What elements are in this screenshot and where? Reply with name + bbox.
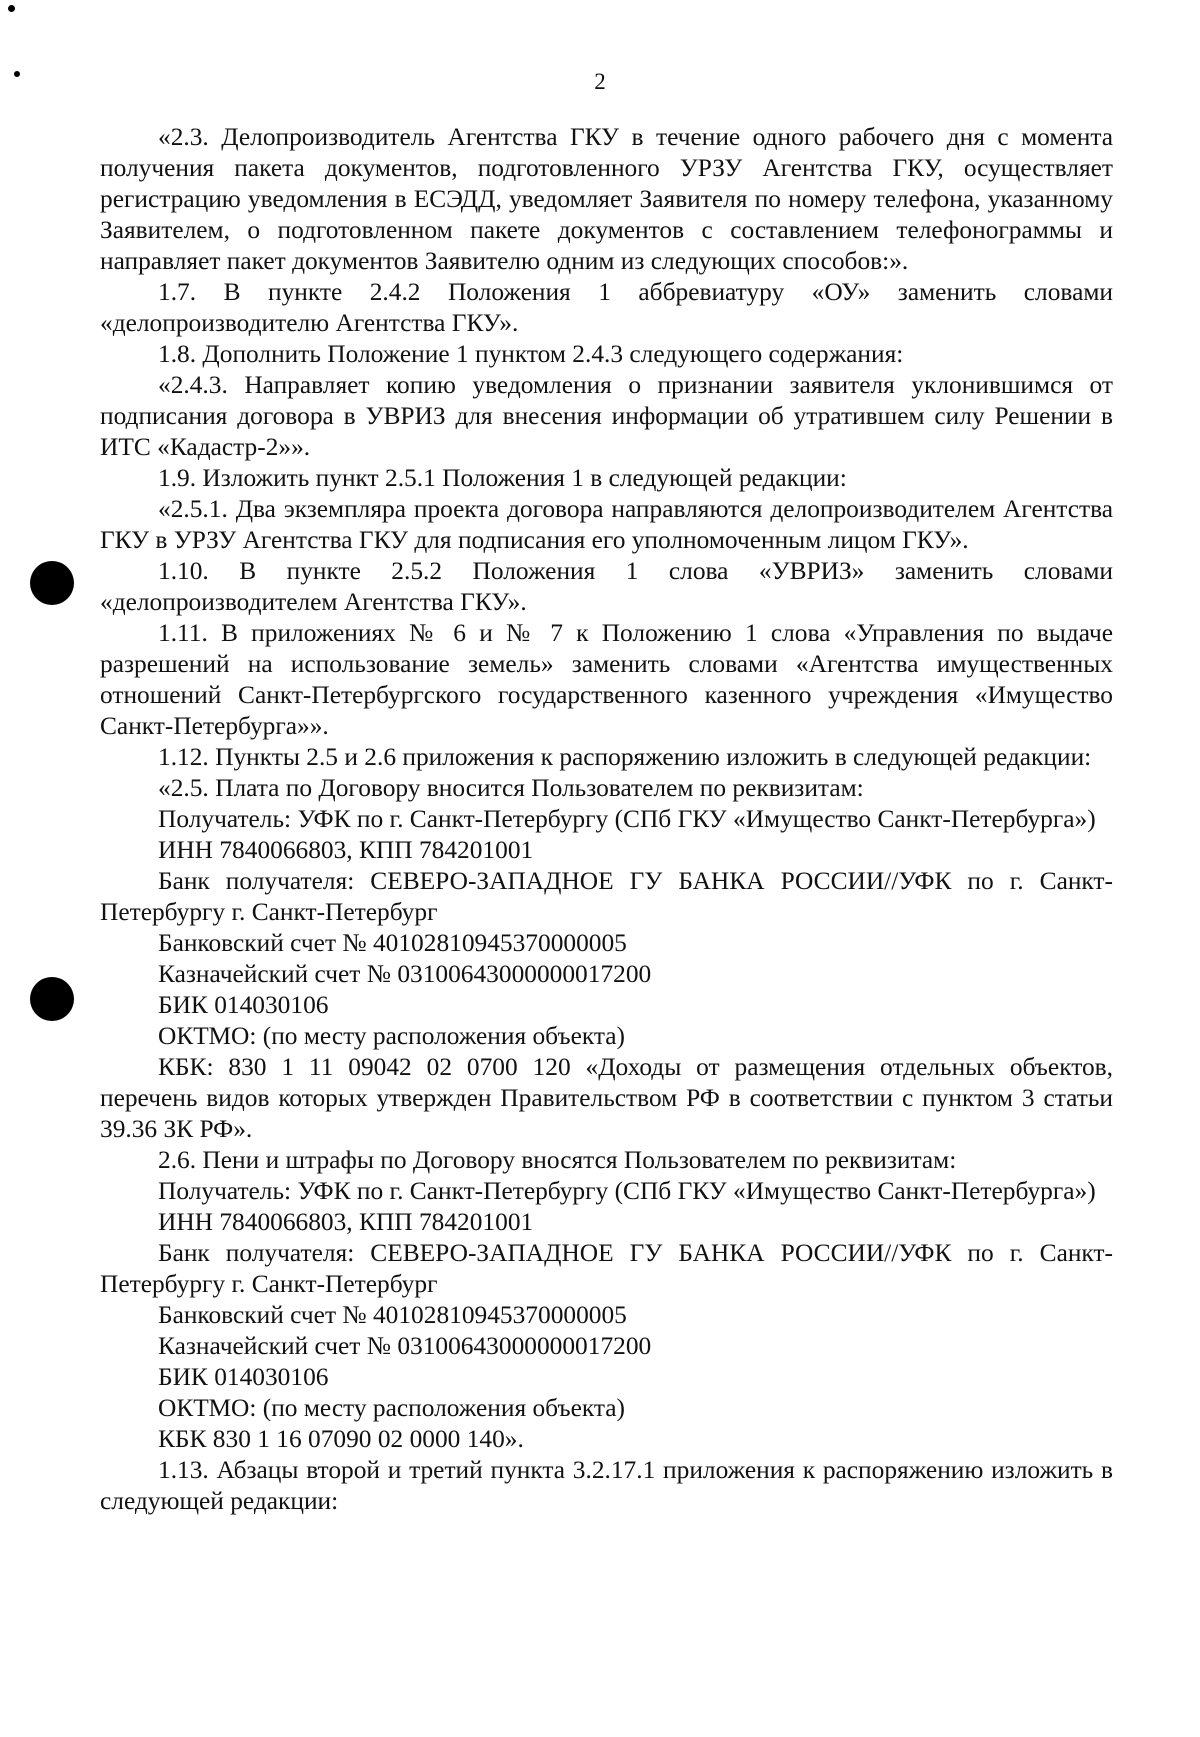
paragraph-2-4-3: «2.4.3. Направляет копию уведомления о признании заявителя уклонившимся от подписания договора в УВРИЗ для внесения информации об утратившем силу Решении в ИТС «Кадастр-2»».: [100, 371, 1113, 461]
punch-hole: [30, 561, 74, 605]
recipient-line: Получатель: УФК по г. Санкт-Петербургу (СПб ГКУ «Имущество Санкт-Петербурга»): [158, 1177, 1096, 1205]
document-body: [100, 122, 1113, 1517]
treasury-account-line: Казначейский счет № 03100643000000017200: [158, 960, 652, 988]
bik-line: БИК 014030106: [158, 991, 329, 1019]
paragraph-2-5: «2.5. Плата по Договору вносится Пользователем по реквизитам:: [158, 774, 864, 802]
paragraph-1-9: 1.9. Изложить пункт 2.5.1 Положения 1 в следующей редакции:: [158, 464, 847, 492]
paragraph-2-5-1: «2.5.1. Два экземпляра проекта договора направляются делопроизводителем Агентства ГКУ в УРЗУ Агентства ГКУ для подписания его уполномоченным лицом ГКУ».: [100, 495, 1113, 554]
bank-account-line: Банковский счет № 40102810945370000005: [158, 929, 627, 957]
page-number: 2: [594, 69, 606, 94]
paragraph-1-10: 1.10. В пункте 2.5.2 Положения 1 слова «УВРИЗ» заменить словами «делопроизводителем Агентства ГКУ».: [100, 557, 1113, 616]
bik-line: БИК 014030106: [158, 1363, 329, 1391]
bank-account-line: Банковский счет № 40102810945370000005: [158, 1301, 627, 1329]
punch-hole: [30, 977, 74, 1021]
oktmo-line: ОКТМО: (по месту расположения объекта): [158, 1394, 625, 1422]
treasury-account-line: Казначейский счет № 03100643000000017200: [158, 1332, 652, 1360]
kbk-line: КБК 830 1 16 07090 02 0000 140».: [158, 1425, 524, 1453]
scan-speck: [8, 5, 15, 12]
recipient-line: Получатель: УФК по г. Санкт-Петербургу (СПб ГКУ «Имущество Санкт-Петербурга»): [158, 805, 1096, 833]
oktmo-line: ОКТМО: (по месту расположения объекта): [158, 1022, 625, 1050]
paragraph-1-11: 1.11. В приложениях № 6 и № 7 к Положению 1 слова «Управления по выдаче разрешений на использование земель» заменить словами «Агентства имущественных отношений Санкт-Петербургского государственного казенного учреждения «Имущество Санкт-Петербурга»».: [100, 619, 1113, 740]
bank-line: Банк получателя: СЕВЕРО-ЗАПАДНОЕ ГУ БАНКА РОССИИ//УФК по г. Санкт-Петербургу г. Санкт-Петербург: [100, 1239, 1113, 1298]
paragraph-1-8: 1.8. Дополнить Положение 1 пунктом 2.4.3 следующего содержания:: [158, 340, 904, 368]
paragraph-2-6: 2.6. Пени и штрафы по Договору вносятся Пользователем по реквизитам:: [158, 1146, 957, 1174]
paragraph-2-3: «2.3. Делопроизводитель Агентства ГКУ в течение одного рабочего дня с момента получения пакета документов, подготовленного УРЗУ Агентства ГКУ, осуществляет регистрацию уведомления в ЕСЭДД, уведомляет Заявителя по номеру телефона, указанному Заявителем, о подготовленном пакете документов с составлением телефонограммы и направляет пакет документов Заявителю одним из следующих способов:».: [100, 123, 1113, 275]
inn-kpp-line: ИНН 7840066803, КПП 784201001: [158, 836, 534, 864]
paragraph-1-7: 1.7. В пункте 2.4.2 Положения 1 аббревиатуру «ОУ» заменить словами «делопроизводителю Агентства ГКУ».: [100, 278, 1113, 337]
kbk-line: КБК: 830 1 11 09042 02 0700 120 «Доходы от размещения отдельных объектов, перечень видов которых утвержден Правительством РФ в соответствии с пунктом 3 статьи 39.36 ЗК РФ».: [100, 1053, 1113, 1143]
paragraph-1-12: 1.12. Пункты 2.5 и 2.6 приложения к распоряжению изложить в следующей редакции:: [158, 743, 1092, 771]
paragraph-1-13: 1.13. Абзацы второй и третий пункта 3.2.17.1 приложения к распоряжению изложить в следующей редакции:: [100, 1456, 1113, 1515]
inn-kpp-line: ИНН 7840066803, КПП 784201001: [158, 1208, 534, 1236]
bank-line: Банк получателя: СЕВЕРО-ЗАПАДНОЕ ГУ БАНКА РОССИИ//УФК по г. Санкт-Петербургу г. Санкт-Петербург: [100, 867, 1113, 926]
